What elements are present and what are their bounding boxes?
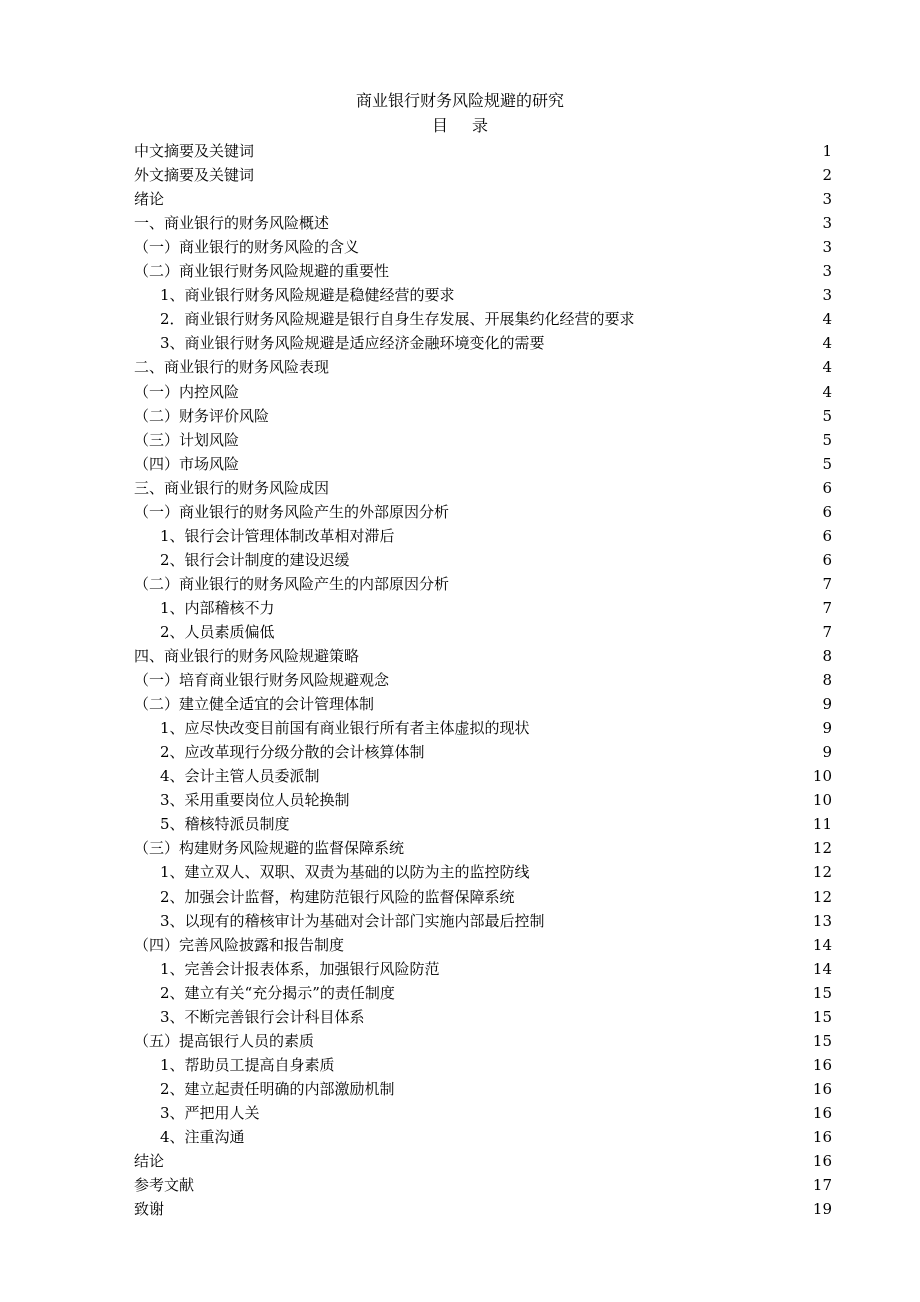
toc-entry-page-number: 15 — [812, 1031, 832, 1050]
toc-entry[interactable] — [134, 858, 832, 882]
toc-entry-page-number: 6 — [822, 526, 832, 545]
toc-entry-page-number: 3 — [822, 238, 832, 257]
toc-dot-leader — [546, 911, 812, 931]
toc-entry-label: 四、商业银行的财务风险规避策略 — [134, 647, 360, 666]
toc-dot-leader — [396, 983, 812, 1003]
toc-entry[interactable] — [134, 979, 832, 1003]
toc-entry[interactable] — [134, 1003, 832, 1027]
toc-entry[interactable] — [134, 762, 832, 786]
toc-entry-label: 结论 — [134, 1152, 165, 1171]
toc-entry[interactable] — [134, 137, 832, 161]
toc-entry[interactable] — [134, 209, 832, 233]
toc-entry[interactable] — [134, 642, 832, 666]
toc-entry[interactable] — [134, 233, 832, 257]
toc-entry[interactable] — [134, 1195, 832, 1219]
toc-entry-label: 2、人员素质偏低 — [160, 622, 275, 641]
toc-entry-label: （一）商业银行的财务风险的含义 — [134, 238, 360, 257]
toc-dot-leader — [396, 1079, 812, 1099]
toc-entry-page-number: 11 — [812, 815, 832, 834]
toc-dot-leader — [390, 670, 821, 690]
toc-entry[interactable] — [134, 786, 832, 810]
toc-entry[interactable] — [134, 1171, 832, 1195]
toc-entry[interactable] — [134, 834, 832, 858]
toc-entry-page-number: 8 — [822, 671, 832, 690]
toc-entry-label: 1、商业银行财务风险规避是稳健经营的要求 — [160, 286, 455, 305]
toc-entry-page-number: 6 — [822, 502, 832, 521]
toc-entry-label: 3、采用重要岗位人员轮换制 — [160, 791, 350, 810]
toc-dot-leader — [276, 622, 822, 642]
toc-entry-page-number: 5 — [822, 406, 832, 425]
toc-dot-leader — [360, 646, 821, 666]
toc-entry-label: 2．商业银行财务风险规避是银行自身生存发展、开展集约化经营的要求 — [160, 310, 635, 329]
toc-entry-label: 1、建立双人、双职、双责为基础的以防为主的监控防线 — [160, 863, 530, 882]
toc-entry-label: （一）商业银行的财务风险产生的外部原因分析 — [134, 502, 450, 521]
toc-entry-page-number: 6 — [822, 550, 832, 569]
toc-entry[interactable] — [134, 498, 832, 522]
toc-dot-leader — [360, 237, 821, 257]
toc-entry-label: 1、完善会计报表体系，加强银行风险防范 — [160, 959, 440, 978]
toc-entry-label: 绪论 — [134, 190, 165, 209]
toc-entry-page-number: 3 — [822, 214, 832, 233]
toc-dot-leader — [345, 935, 812, 955]
toc-entry-label: （一）内控风险 — [134, 382, 240, 401]
toc-entry-label: 1、应尽快改变目前国有商业银行所有者主体虚拟的现状 — [160, 719, 530, 738]
toc-entry-label: （三）计划风险 — [134, 430, 240, 449]
toc-entry-label: 1、帮助员工提高自身素质 — [160, 1055, 335, 1074]
toc-dot-leader — [246, 1127, 812, 1147]
toc-entry[interactable] — [134, 257, 832, 281]
toc-dot-leader — [450, 502, 821, 522]
toc-entry-page-number: 12 — [812, 839, 832, 858]
toc-dot-leader — [240, 430, 821, 450]
toc-entry-page-number: 9 — [822, 719, 832, 738]
toc-dot-leader — [165, 1151, 812, 1171]
toc-entry[interactable] — [134, 450, 832, 474]
toc-entry-page-number: 3 — [822, 262, 832, 281]
toc-entry[interactable] — [134, 1123, 832, 1147]
toc-entry-page-number: 10 — [812, 791, 832, 810]
toc-entry-label: 4、注重沟通 — [160, 1127, 245, 1146]
toc-entry-page-number: 3 — [822, 286, 832, 305]
toc-dot-leader — [405, 838, 812, 858]
toc-dot-leader — [351, 550, 822, 570]
toc-entry-page-number: 13 — [812, 911, 832, 930]
toc-entry-page-number: 6 — [822, 478, 832, 497]
toc-dot-leader — [261, 1103, 812, 1123]
toc-dot-leader — [366, 1007, 812, 1027]
toc-dot-leader — [546, 333, 822, 353]
toc-dot-leader — [426, 742, 822, 762]
toc-dot-leader — [165, 189, 821, 209]
toc-dot-leader — [240, 454, 821, 474]
toc-entry[interactable] — [134, 594, 832, 618]
toc-entry[interactable] — [134, 955, 832, 979]
toc-entry-label: （四）完善风险披露和报告制度 — [134, 935, 345, 954]
toc-entry-label: 2、建立起责任明确的内部激励机制 — [160, 1079, 395, 1098]
toc-entry-page-number: 15 — [812, 1007, 832, 1026]
toc-entry-page-number: 16 — [812, 1055, 832, 1074]
toc-entry-label: 3、不断完善银行会计科目体系 — [160, 1007, 365, 1026]
toc-entry[interactable] — [134, 810, 832, 834]
toc-dot-leader — [441, 959, 812, 979]
toc-entry-label: 致谢 — [134, 1200, 165, 1219]
toc-entry-label: 2、应改革现行分级分散的会计核算体制 — [160, 743, 425, 762]
toc-dot-leader — [636, 309, 822, 329]
toc-entry-page-number: 12 — [812, 863, 832, 882]
toc-entry-label: （二）商业银行的财务风险产生的内部原因分析 — [134, 574, 450, 593]
toc-entry[interactable] — [134, 1147, 832, 1171]
toc-entry-page-number: 16 — [812, 1152, 832, 1171]
toc-entry-label: 外文摘要及关键词 — [134, 166, 255, 185]
toc-entry-label: 2、加强会计监督，构建防范银行风险的监督保障系统 — [160, 887, 515, 906]
toc-entry-page-number: 8 — [822, 647, 832, 666]
toc-entry-label: 参考文献 — [134, 1176, 195, 1195]
toc-entry[interactable] — [134, 738, 832, 762]
toc-dot-leader — [315, 1031, 812, 1051]
toc-heading: 目录 — [431, 116, 512, 135]
toc-entry[interactable] — [134, 185, 832, 209]
toc-entry-label: 3、以现有的稽核审计为基础对会计部门实施内部最后控制 — [160, 911, 545, 930]
document-title: 商业银行财务风险规避的研究 — [355, 91, 564, 110]
toc-entry[interactable] — [134, 1051, 832, 1075]
toc-entry-page-number: 3 — [822, 190, 832, 209]
toc-entry[interactable] — [134, 426, 832, 450]
toc-entry-page-number: 5 — [822, 454, 832, 473]
toc-dot-leader — [456, 285, 822, 305]
toc-entry[interactable] — [134, 377, 832, 401]
toc-entry-label: 中文摘要及关键词 — [134, 142, 255, 161]
toc-entry[interactable] — [134, 690, 832, 714]
toc-entry-label: 1、银行会计管理体制改革相对滞后 — [160, 526, 395, 545]
toc-dot-leader — [165, 1199, 812, 1219]
toc-dot-leader — [321, 766, 812, 786]
toc-entry-page-number: 5 — [822, 430, 832, 449]
toc-entry-page-number: 2 — [822, 166, 832, 185]
toc-entry-page-number: 9 — [822, 695, 832, 714]
toc-dot-leader — [330, 478, 821, 498]
toc-entry-label: 三、商业银行的财务风险成因 — [134, 478, 330, 497]
toc-dot-leader — [516, 887, 812, 907]
toc-entry[interactable] — [134, 402, 832, 426]
toc-entry-label: 2、银行会计制度的建设迟缓 — [160, 550, 350, 569]
toc-dot-leader — [240, 382, 821, 402]
toc-entry-label: 4、会计主管人员委派制 — [160, 767, 320, 786]
toc-entry-page-number: 19 — [812, 1200, 832, 1219]
toc-dot-leader — [195, 1175, 812, 1195]
toc-entry-label: （四）市场风险 — [134, 454, 240, 473]
toc-entry-label: （三）构建财务风险规避的监督保障系统 — [134, 839, 405, 858]
toc-entry-page-number: 12 — [812, 887, 832, 906]
table-of-contents — [134, 137, 832, 1219]
toc-entry-page-number: 7 — [822, 598, 832, 617]
toc-entry[interactable] — [134, 522, 832, 546]
toc-entry[interactable] — [134, 161, 832, 185]
toc-dot-leader — [351, 790, 812, 810]
toc-entry-label: 1、内部稽核不力 — [160, 598, 275, 617]
toc-entry[interactable] — [134, 618, 832, 642]
toc-dot-leader — [375, 694, 821, 714]
toc-entry-label: 二、商业银行的财务风险表现 — [134, 358, 330, 377]
toc-entry-label: （二）商业银行财务风险规避的重要性 — [134, 262, 390, 281]
toc-entry[interactable] — [134, 570, 832, 594]
toc-entry-page-number: 15 — [812, 983, 832, 1002]
toc-entry-page-number: 7 — [822, 622, 832, 641]
toc-entry-page-number: 14 — [812, 935, 832, 954]
toc-entry-page-number: 9 — [822, 743, 832, 762]
toc-entry-label: 2、建立有关“充分揭示”的责任制度 — [160, 983, 395, 1002]
toc-entry-label: （一）培育商业银行财务风险规避观念 — [134, 671, 390, 690]
toc-entry-page-number: 4 — [822, 358, 832, 377]
toc-entry[interactable] — [134, 1099, 832, 1123]
toc-entry-label: 3、商业银行财务风险规避是适应经济金融环境变化的需要 — [160, 334, 545, 353]
toc-entry[interactable] — [134, 714, 832, 738]
toc-entry-page-number: 1 — [822, 142, 832, 161]
toc-entry[interactable] — [134, 1027, 832, 1051]
toc-dot-leader — [291, 814, 812, 834]
toc-entry-page-number: 16 — [812, 1103, 832, 1122]
toc-entry-page-number: 4 — [822, 310, 832, 329]
toc-entry-label: 5、稽核特派员制度 — [160, 815, 290, 834]
toc-entry[interactable] — [134, 474, 832, 498]
toc-dot-leader — [255, 165, 821, 185]
toc-entry-label: （二）财务评价风险 — [134, 406, 270, 425]
toc-dot-leader — [531, 862, 812, 882]
toc-entry[interactable] — [134, 666, 832, 690]
toc-dot-leader — [336, 1055, 812, 1075]
toc-entry-label: 3、严把用人关 — [160, 1103, 260, 1122]
toc-entry-page-number: 16 — [812, 1127, 832, 1146]
toc-entry-page-number: 10 — [812, 767, 832, 786]
toc-entry[interactable] — [134, 281, 832, 305]
toc-entry-page-number: 16 — [812, 1079, 832, 1098]
toc-entry-page-number: 17 — [812, 1176, 832, 1195]
toc-dot-leader — [396, 526, 822, 546]
toc-entry-label: 一、商业银行的财务风险概述 — [134, 214, 330, 233]
toc-entry[interactable] — [134, 353, 832, 377]
toc-dot-leader — [330, 213, 821, 233]
toc-entry-page-number: 7 — [822, 574, 832, 593]
toc-entry[interactable] — [134, 329, 832, 353]
toc-dot-leader — [330, 357, 821, 377]
toc-dot-leader — [255, 141, 821, 161]
toc-entry-page-number: 14 — [812, 959, 832, 978]
toc-entry-label: （五）提高银行人员的素质 — [134, 1031, 315, 1050]
toc-entry[interactable] — [134, 882, 832, 906]
toc-entry[interactable] — [134, 546, 832, 570]
toc-entry[interactable] — [134, 1075, 832, 1099]
toc-dot-leader — [276, 598, 822, 618]
toc-entry-label: （二）建立健全适宜的会计管理体制 — [134, 695, 375, 714]
toc-entry[interactable] — [134, 931, 832, 955]
toc-entry-page-number: 4 — [822, 382, 832, 401]
toc-dot-leader — [450, 574, 821, 594]
toc-entry[interactable] — [134, 907, 832, 931]
toc-dot-leader — [390, 261, 821, 281]
toc-dot-leader — [270, 406, 821, 426]
toc-entry-page-number: 4 — [822, 334, 832, 353]
toc-entry[interactable] — [134, 305, 832, 329]
toc-dot-leader — [531, 718, 822, 738]
